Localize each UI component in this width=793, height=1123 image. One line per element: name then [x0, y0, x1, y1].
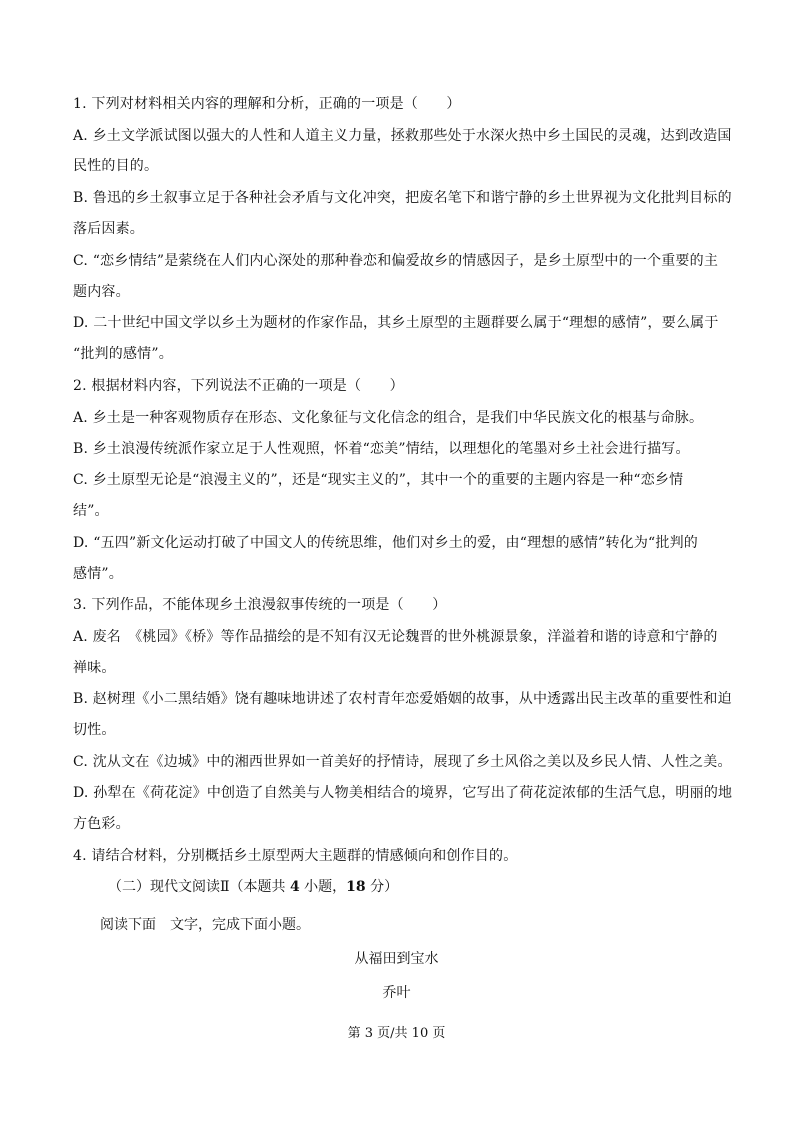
- section-heading-suffix: 分）: [365, 879, 399, 895]
- q3-option-c: C. 沈从文在《边城》中的湘西世界如一首美好的抒情诗，展现了乡土风俗之美以及乡民人情、人性之美。: [73, 754, 732, 770]
- q2-option-a: A. 乡土是一种客观物质存在形态、文化象征与文化信念的组合，是我们中华民族文化的根基与命脉。: [73, 410, 704, 426]
- q3-option-a-line-1: A. 废名 《桃园》《桥》等作品描绘的是不知有汉无论魏晋的世外桃源景象，洋溢着和谐的诗意和宁静的: [73, 629, 718, 645]
- q2-option-b: B. 乡土浪漫传统派作家立足于人性观照，怀着“恋美”情结，以理想化的笔墨对乡土社会进行描写。: [73, 441, 690, 457]
- reading-instruction: 阅读下面 文字，完成下面小题。: [100, 917, 310, 933]
- q1-option-c-line-2: 题内容。: [73, 284, 130, 300]
- q3-option-b-line-2: 切性。: [73, 722, 116, 738]
- q1-option-a-line-1: A. 乡土文学派试图以强大的人性和人道主义力量，拯救那些处于水深火热中乡土国民的灵魂，达到改造国: [73, 128, 732, 144]
- article-author: 乔叶: [382, 985, 411, 1001]
- q1-option-d-line-1: D. 二十世纪中国文学以乡土为题材的作家作品，其乡土原型的主题群要么属于“理想的感情”，要么属于: [73, 315, 719, 331]
- question-3-stem: 3. 下列作品，不能体现乡土浪漫叙事传统的一项是（ ）: [73, 597, 447, 613]
- q2-option-c-line-1: C. 乡土原型无论是“浪漫主义的”，还是“现实主义的”，其中一个的重要的主题内容是一种“恋乡情: [73, 472, 684, 488]
- q3-option-d-line-2: 方色彩。: [73, 816, 130, 832]
- section-heading: [108, 877, 398, 897]
- page-footer: 第 3 页/共 10 页: [347, 1026, 446, 1041]
- q3-option-a-line-2: 禅味。: [73, 660, 116, 676]
- article-title: 从福田到宝水: [354, 951, 439, 967]
- q2-option-d-line-1: D. “五四”新文化运动打破了中国文人的传统思维，他们对乡土的爱，由“理想的感情”转化为“批判的: [73, 535, 699, 551]
- section-points: 18: [346, 879, 366, 895]
- q2-option-c-line-2: 结”。: [73, 503, 109, 519]
- question-1-stem: 1. 下列对材料相关内容的理解和分析，正确的一项是（ ）: [73, 96, 461, 112]
- section-question-count: 4: [289, 879, 300, 895]
- section-heading-prefix: （二）现代文阅读Ⅱ（本题共: [108, 879, 290, 895]
- q1-option-b-line-1: B. 鲁迅的乡土叙事立足于各种社会矛盾与文化冲突，把废名笔下和谐宁静的乡土世界视为文化批判目标的: [73, 190, 732, 206]
- q1-option-c-line-1: C. “恋乡情结”是萦绕在人们内心深处的那种眷恋和偏爱故乡的情感因子，是乡土原型中的一个重要的主: [73, 253, 719, 269]
- q1-option-d-line-2: “批判的感情”。: [73, 346, 173, 362]
- q1-option-b-line-2: 落后因素。: [73, 221, 144, 237]
- question-2-stem: 2. 根据材料内容，下列说法不正确的一项是（ ）: [73, 378, 404, 394]
- question-4-stem: 4. 请结合材料，分别概括乡土原型两大主题群的情感倾向和创作目的。: [73, 848, 518, 864]
- section-heading-middle: 小题，: [299, 879, 347, 895]
- q1-option-a-line-2: 民性的目的。: [73, 158, 159, 174]
- q3-option-b-line-1: B. 赵树理《小二黑结婚》饶有趣味地讲述了农村青年恋爱婚姻的故事，从中透露出民主改革的重要性和迫: [73, 691, 732, 707]
- q2-option-d-line-2: 感情”。: [73, 566, 123, 582]
- q3-option-d-line-1: D. 孙犁在《荷花淀》中创造了自然美与人物美相结合的境界，它写出了荷花淀浓郁的生活气息，明丽的地: [73, 785, 733, 801]
